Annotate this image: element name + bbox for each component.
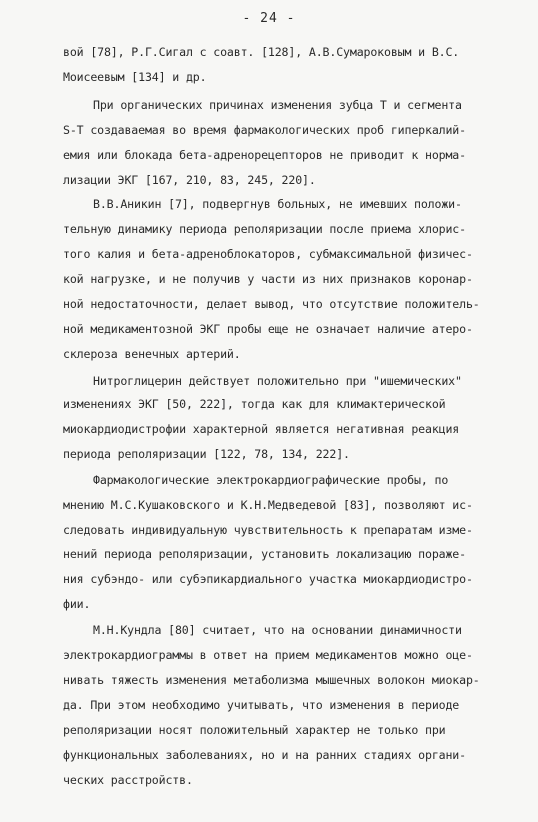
text-line: функциональных заболеваниях, но и на ранних стадиях органи-	[63, 748, 466, 762]
text-line: тельную динамику периода реполяризации после приема хлорис-	[63, 222, 466, 236]
text-line: реполяризации носят положительный характер не только при	[63, 723, 446, 737]
page-number: - 24 -	[242, 11, 296, 26]
text-line: ния субэндо- или субэпикардиального участка миокардиодистро-	[63, 572, 473, 586]
text-line: ной медикаментозной ЭКГ пробы еще не означает наличие атеро-	[63, 322, 473, 336]
text-line: ной недостаточности, делает вывод, что отсутствие положитель-	[63, 297, 480, 311]
text-line: периода реполяризации [122, 78, 134, 222].	[63, 447, 350, 461]
text-line: Фармакологические электрокардиографические пробы, по	[93, 473, 449, 487]
text-line: Нитроглицерин действует положительно при "ишемических"	[93, 374, 462, 388]
text-line: Моисеевым [134] и др.	[63, 70, 207, 84]
text-line: того калия и бета-адреноблокаторов, субмаксимальной физичес-	[63, 247, 473, 261]
text-line: В.В.Аникин [7], подвергнув больных, не имевших положи-	[93, 197, 462, 211]
text-line: фии.	[63, 597, 91, 611]
text-line: склероза венечных артерий.	[63, 347, 241, 361]
text-line: миокардиодистрофии характерной является негативная реакция	[63, 422, 460, 436]
text-line: да. При этом необходимо учитывать, что изменения в периоде	[63, 698, 460, 712]
text-line: нений периода реполяризации, установить локализацию пораже-	[63, 547, 466, 561]
text-line: изменениях ЭКГ [50, 222], тогда как для климактерической	[63, 397, 446, 411]
text-line: лизации ЭКГ [167, 210, 83, 245, 220].	[63, 173, 316, 187]
text-line: М.Н.Кундла [80] считает, что на основании динамичности	[93, 623, 462, 637]
text-line: нивать тяжесть изменения метаболизма мышечных волокон миокар-	[63, 673, 480, 687]
text-line: мнению М.С.Кушаковского и К.Н.Медведевой [83], позволяют ис-	[63, 498, 473, 512]
text-line: При органических причинах изменения зубца Т и сегмента	[93, 98, 462, 112]
text-line: электрокардиограммы в ответ на прием медикаментов можно оце-	[63, 648, 473, 662]
text-line: ческих расстройств.	[63, 773, 193, 787]
text-line: емия или блокада бета-адренорецепторов не приводит к норма-	[63, 148, 466, 162]
text-line: кой нагрузке, и не получив у части из них признаков коронар-	[63, 272, 473, 286]
text-line: следовать индивидуальную чувствительность к препаратам изме-	[63, 523, 473, 537]
text-line: вой [78], Р.Г.Сигал с соавт. [128], А.В.Сумароковым и В.С.	[63, 45, 460, 59]
text-line: S-T создаваемая во время фармакологических проб гиперкалий-	[63, 123, 466, 137]
